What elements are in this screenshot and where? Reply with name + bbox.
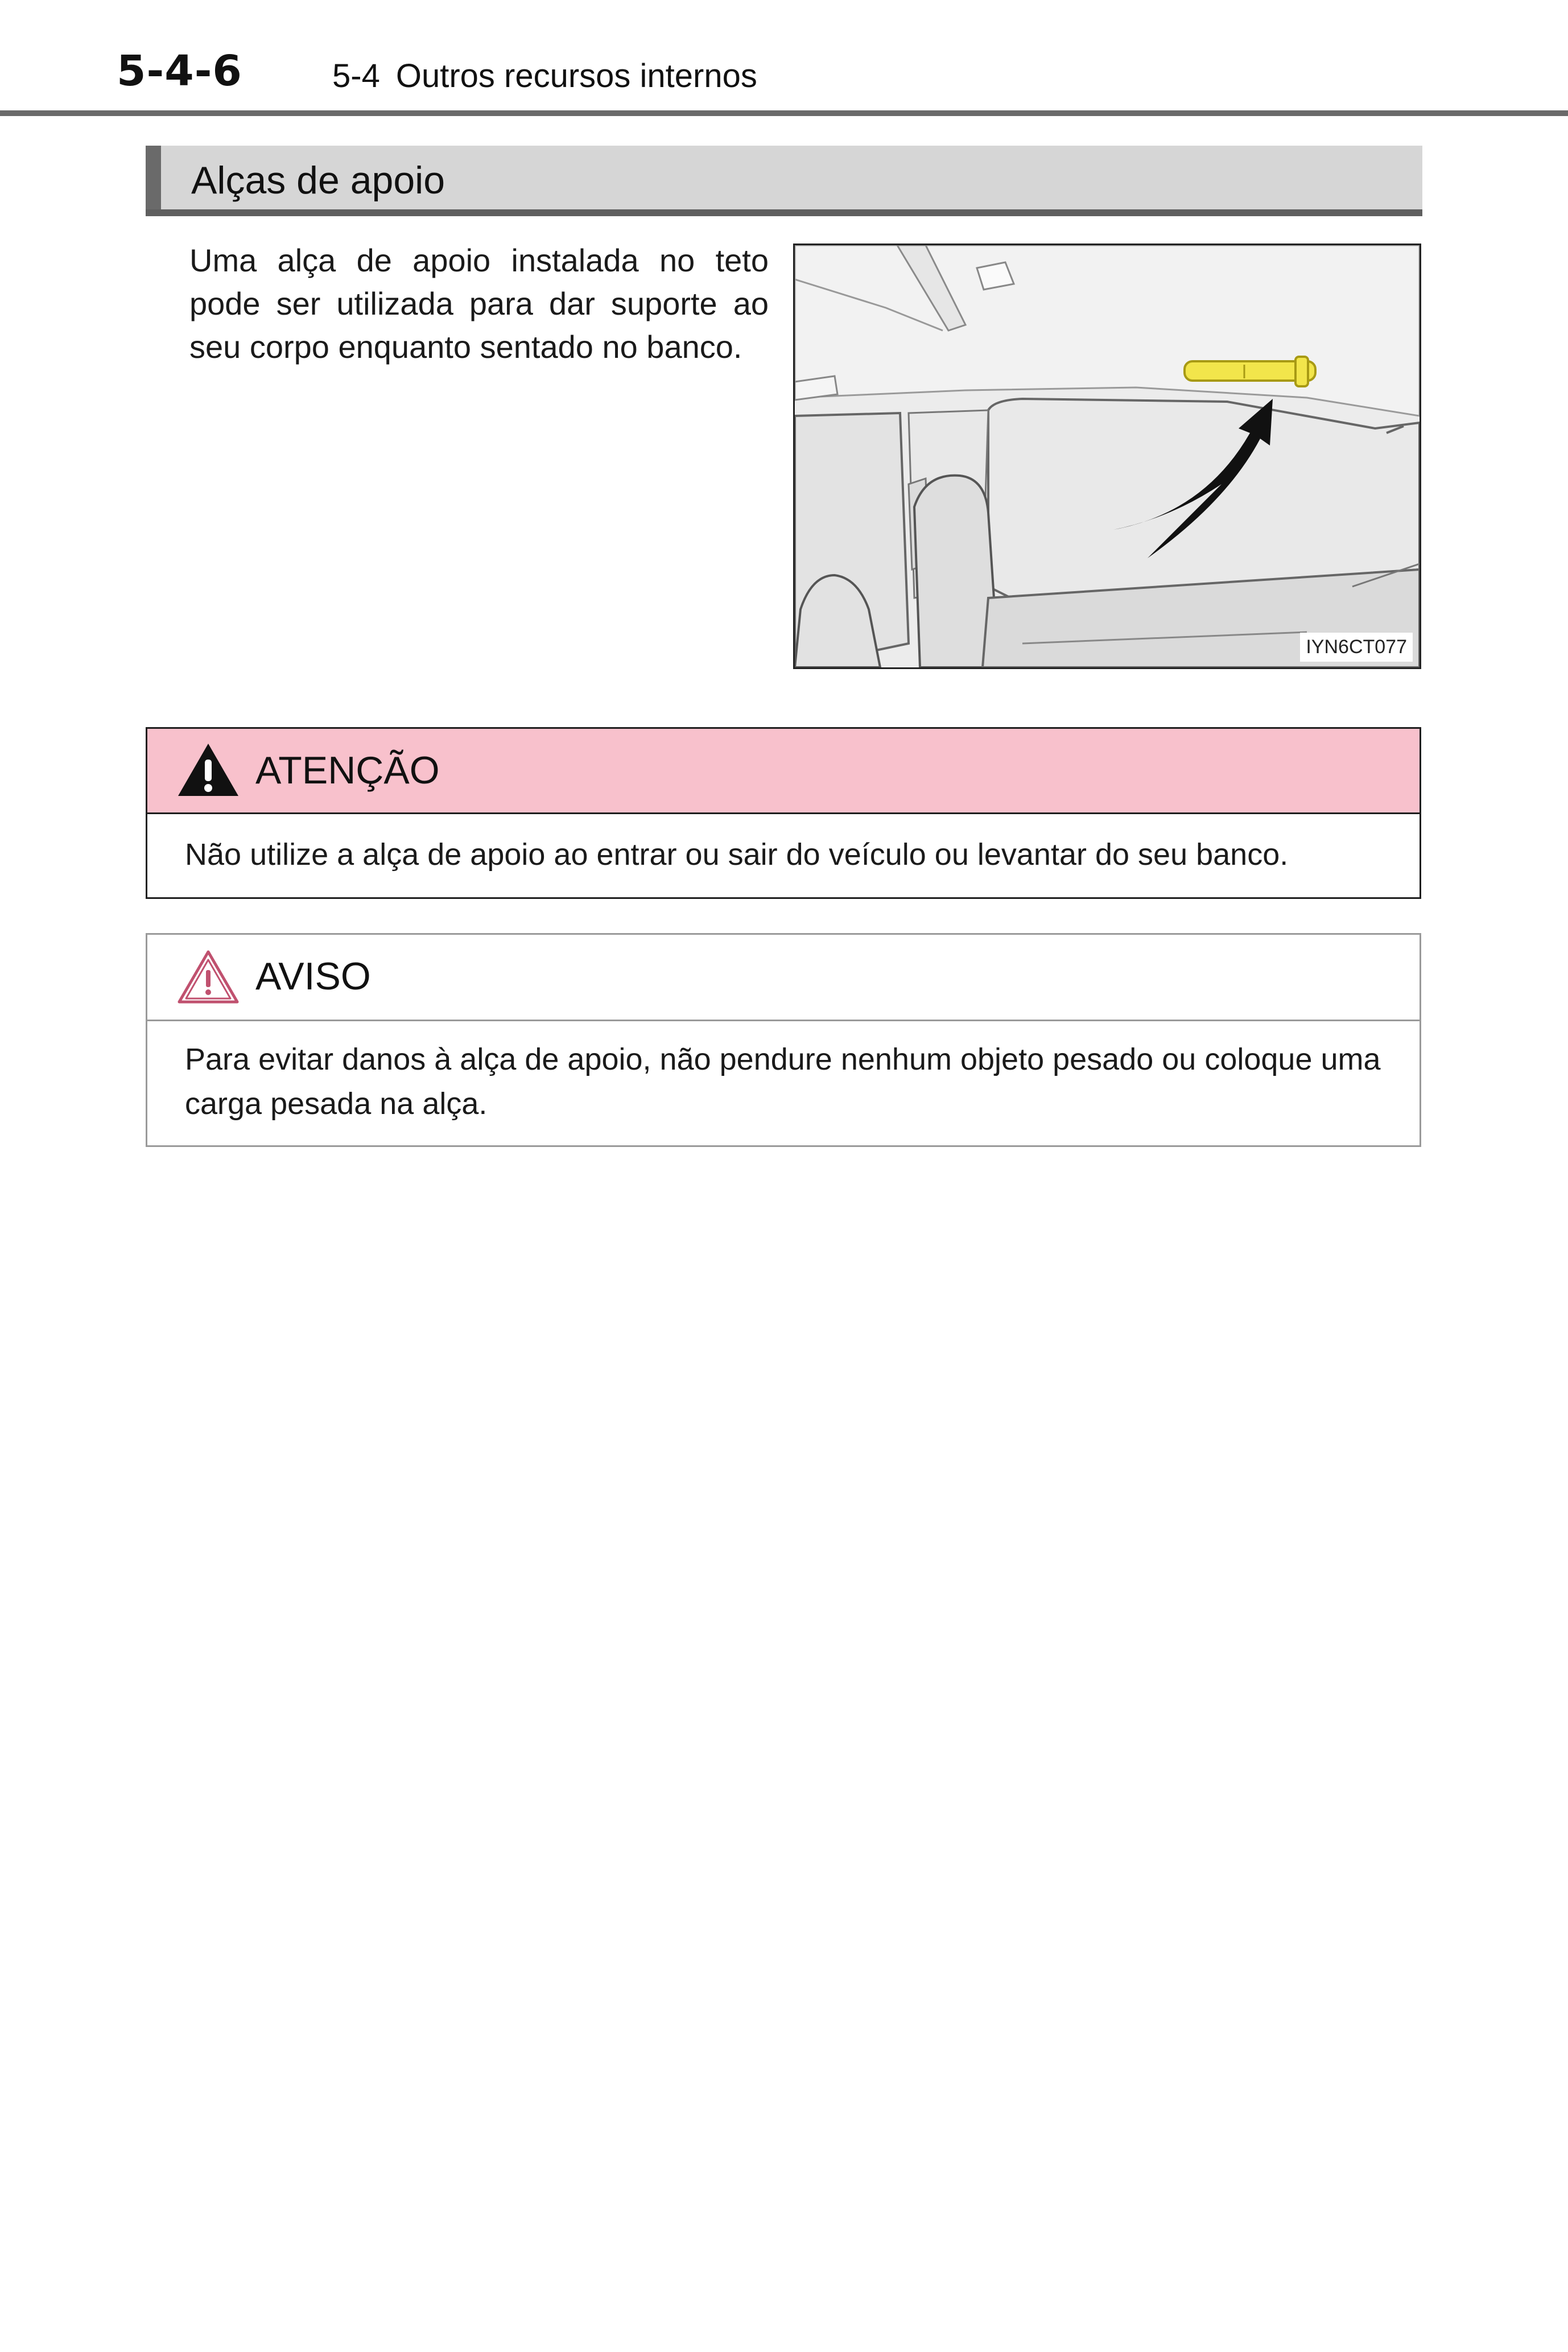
warning-triangle-icon	[177, 742, 240, 797]
warning-text: Não utilize a alça de apoio ao entrar ou sair do veículo ou levantar do seu banco.	[185, 837, 1289, 872]
warning-header	[147, 729, 1420, 814]
notice-text: Para evitar danos à alça de apoio, não pendure nenhum objeto pesado ou coloque uma carga pesada na alça.	[185, 1042, 1381, 1121]
notice-title: AVISO	[255, 955, 371, 998]
notice-box	[146, 933, 1421, 1147]
assist-grip-illustration	[793, 244, 1421, 669]
warning-title: ATENÇÃO	[255, 749, 440, 792]
caution-triangle-outline-icon	[177, 948, 240, 1005]
intro-paragraph: Uma alça de apoio instalada no teto pode ser utilizada para dar suporte ao seu corpo enquanto sentado no banco.	[189, 242, 769, 365]
warning-box	[146, 727, 1421, 899]
header-divider	[0, 110, 1568, 116]
section-title: Alças de apoio	[191, 159, 445, 202]
car-interior-drawing	[795, 245, 1420, 667]
notice-header	[147, 935, 1420, 1021]
chapter-title: Outros recursos internos	[395, 57, 757, 94]
figure-code: IYN6CT077	[1300, 633, 1413, 662]
section-heading-bar	[146, 146, 1422, 216]
chapter-heading	[332, 57, 757, 95]
section-number: 5-4	[332, 57, 380, 94]
page-number: 5-4-6	[117, 47, 242, 96]
